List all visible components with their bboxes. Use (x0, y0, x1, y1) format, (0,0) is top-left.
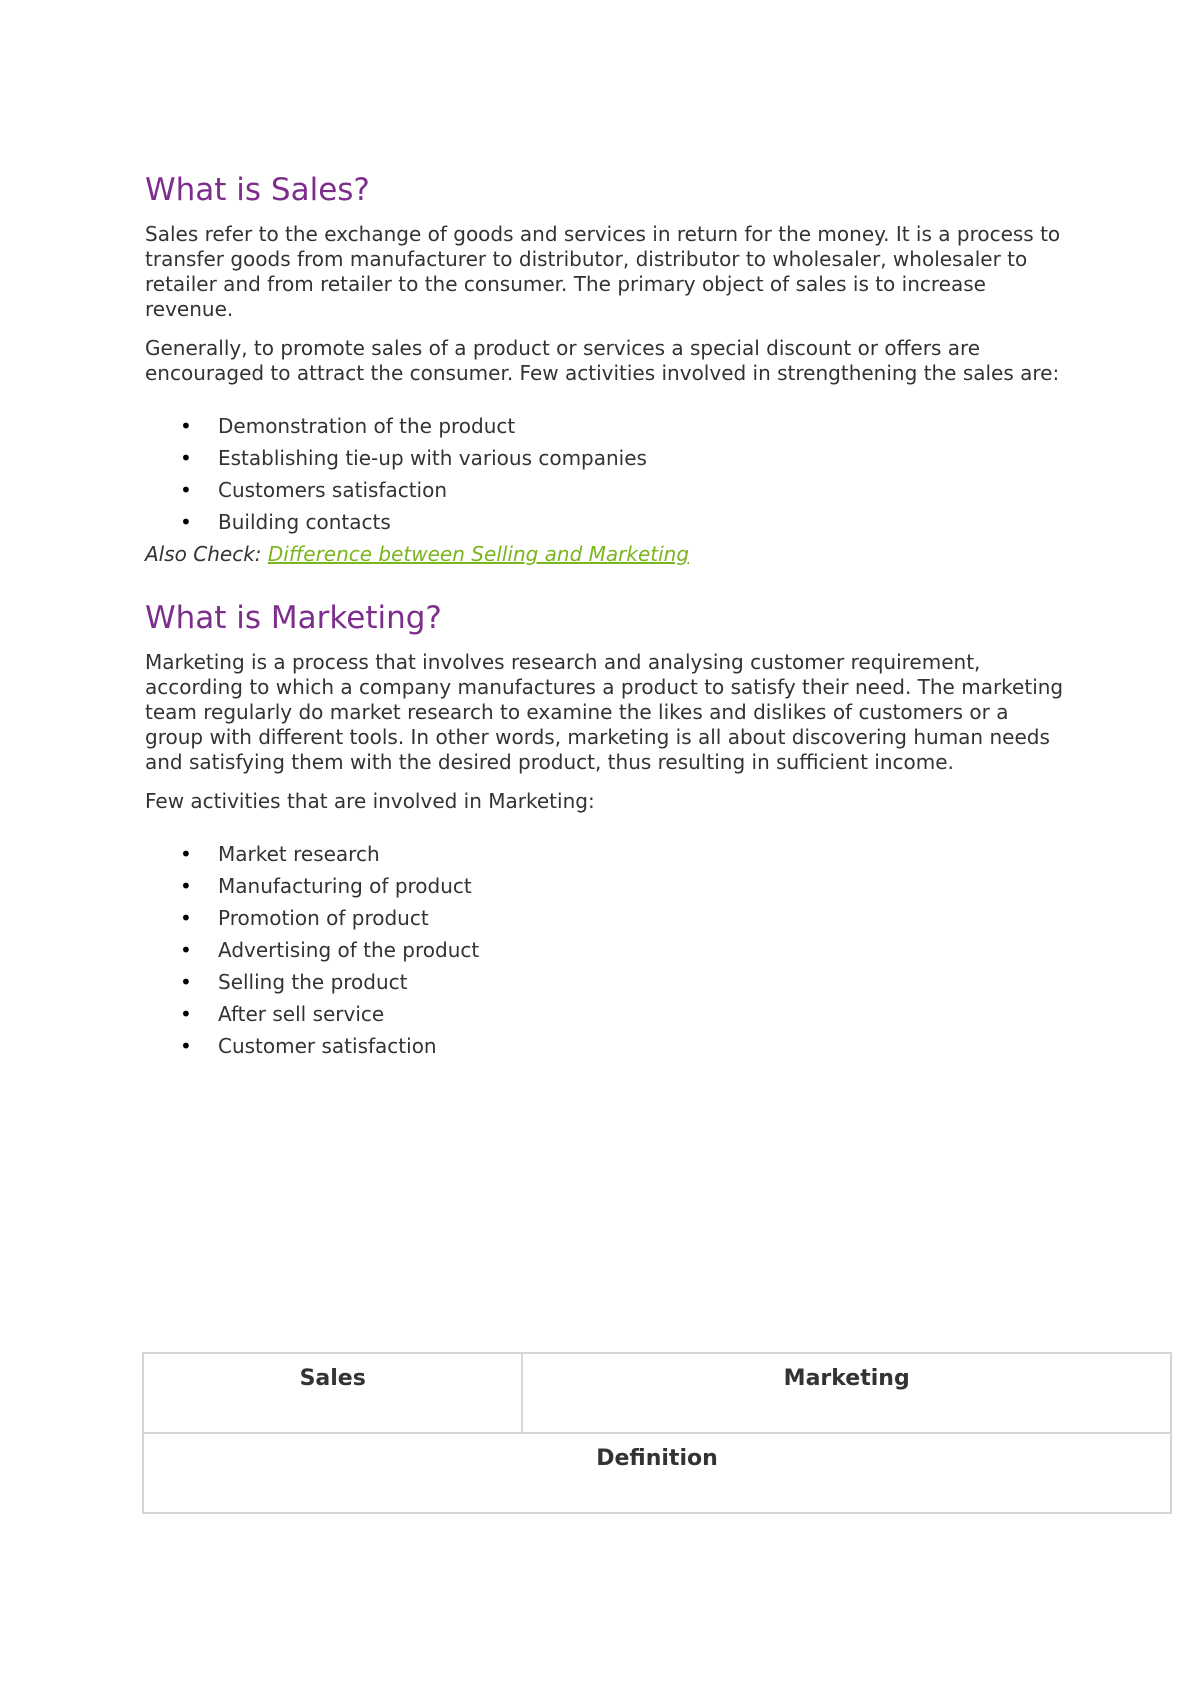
bullet-icon: • (180, 510, 192, 534)
list-item (145, 998, 1065, 1030)
sales-paragraph-2: Generally, to promote sales of a product or services a special discount or offers are encouraged to attract the consumer. Few activities involved in strengthening the sales are: (145, 336, 1060, 385)
list-item-text: Building contacts (218, 510, 391, 534)
table-header-marketing: Marketing (522, 1353, 1171, 1433)
list-item-text: Customers satisfaction (218, 478, 448, 502)
marketing-heading: What is Marketing? (145, 600, 442, 636)
bullet-icon: • (180, 906, 192, 930)
bullet-icon: • (180, 970, 192, 994)
marketing-paragraph-2: Few activities that are involved in Marketing: (145, 789, 595, 813)
list-item (145, 474, 1065, 506)
list-item-text: Promotion of product (218, 906, 429, 930)
bullet-icon: • (180, 938, 192, 962)
table-header-sales: Sales (143, 1353, 522, 1433)
list-item-text: Customer satisfaction (218, 1034, 437, 1058)
list-item (145, 1030, 1065, 1062)
list-item (145, 838, 1065, 870)
sales-activities-list (145, 410, 1065, 538)
list-item-text: Manufacturing of product (218, 874, 472, 898)
bullet-icon: • (180, 446, 192, 470)
list-item (145, 870, 1065, 902)
list-item-text: Selling the product (218, 970, 408, 994)
bullet-icon: • (180, 478, 192, 502)
table-cell-definition: Definition (143, 1433, 1171, 1513)
list-item (145, 442, 1065, 474)
bullet-icon: • (180, 874, 192, 898)
sales-heading: What is Sales? (145, 172, 370, 208)
table-header-row (143, 1353, 1171, 1433)
marketing-paragraph-1: Marketing is a process that involves research and analysing customer requirement, according to which a company manufactures a product to satisfy their need. The marketing team regularly do market research to examine the likes and dislikes of customers or a group with different tools. In other words, marketing is all about discovering human needs and satisfying them with the desired product, thus resulting in sufficient income. (145, 650, 1064, 774)
list-item (145, 902, 1065, 934)
also-check-label: Also Check: (145, 542, 268, 566)
list-item-text: Establishing tie-up with various companies (218, 446, 647, 470)
table-row (143, 1433, 1171, 1513)
comparison-table (142, 1352, 1172, 1514)
bullet-icon: • (180, 1002, 192, 1026)
list-item (145, 934, 1065, 966)
list-item-text: Advertising of the product (218, 938, 480, 962)
marketing-activities-list (145, 838, 1065, 1062)
selling-vs-marketing-link[interactable]: Difference between Selling and Marketing (267, 542, 690, 566)
list-item-text: Demonstration of the product (218, 414, 516, 438)
marketing-section (145, 598, 1065, 1062)
also-check-line (145, 538, 1065, 570)
list-item (145, 966, 1065, 998)
sales-paragraph-1: Sales refer to the exchange of goods and services in return for the money. It is a process to transfer goods from manufacturer to distributor, distributor to wholesaler, wholesaler to retailer and from retailer to the consumer. The primary object of sales is to increase revenue. (145, 222, 1061, 321)
list-item (145, 506, 1065, 538)
bullet-icon: • (180, 842, 192, 866)
list-item-text: Market research (218, 842, 380, 866)
bullet-icon: • (180, 414, 192, 438)
list-item-text: After sell service (218, 1002, 385, 1026)
document-content (145, 170, 1065, 1062)
list-item (145, 410, 1065, 442)
bullet-icon: • (180, 1034, 192, 1058)
